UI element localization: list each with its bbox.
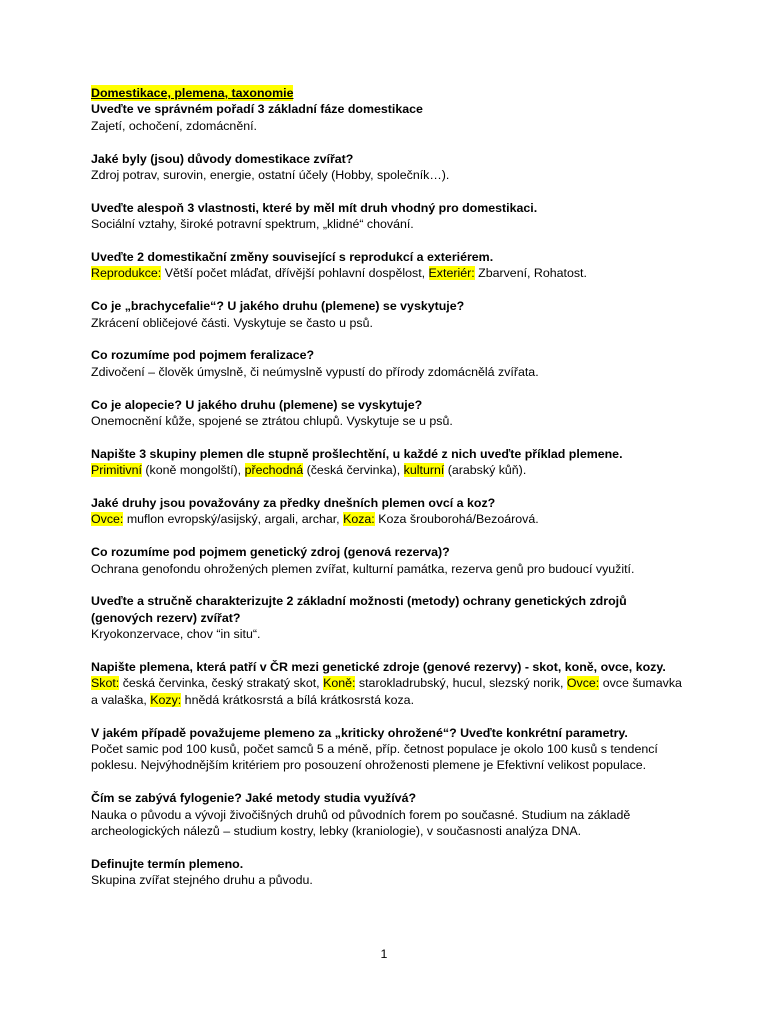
qa-item bbox=[91, 347, 691, 380]
question: Co je alopecie? U jakého druhu (plemene) se vyskytuje? bbox=[91, 397, 423, 412]
page-number: 1 bbox=[380, 947, 388, 961]
answer-text: česká červinka, český strakatý skot, bbox=[119, 676, 324, 691]
qa-list bbox=[91, 101, 691, 888]
question: Uveďte 2 domestikační změny související s reprodukcí a exteriérem. bbox=[91, 250, 494, 265]
question: Napište 3 skupiny plemen dle stupně prošlechtění, u každé z nich uveďte příklad plemene. bbox=[91, 446, 623, 461]
question: Definujte termín plemeno. bbox=[91, 856, 244, 871]
highlighted-term: kulturní bbox=[403, 463, 445, 478]
question: Jaké druhy jsou považovány za předky dnešních plemen ovcí a koz? bbox=[91, 496, 496, 511]
qa-item bbox=[91, 725, 691, 774]
qa-item bbox=[91, 446, 691, 479]
answer: Počet samic pod 100 kusů, počet samců 5 a méně, příp. četnost populace je okolo 100 kusů s tendencí poklesu. Nejvýhodnějším kritériem pro posouzení ohroženosti plemene je Efektivní velikost populace. bbox=[91, 742, 658, 773]
answer-text: Větší počet mláďat, dřívější pohlavní dospělost, bbox=[161, 266, 429, 281]
qa-item bbox=[91, 790, 691, 839]
highlighted-term: přechodná bbox=[244, 463, 304, 478]
highlighted-term: Kozy: bbox=[150, 692, 182, 707]
highlighted-term: Primitivní bbox=[91, 463, 142, 478]
qa-item bbox=[91, 249, 691, 282]
qa-item bbox=[91, 397, 691, 430]
answer: Sociální vztahy, široké potravní spektrum, „klidné“ chování. bbox=[91, 217, 414, 232]
answer: Kryokonzervace, chov “in situ“. bbox=[91, 627, 261, 642]
answer bbox=[91, 462, 691, 478]
qa-item bbox=[91, 495, 691, 528]
answer: Zdivočení – člověk úmyslně, či neúmyslně vypustí do přírody zdomácnělá zvířata. bbox=[91, 364, 539, 379]
answer bbox=[91, 675, 691, 708]
highlighted-term: Reprodukce: bbox=[91, 266, 162, 281]
answer bbox=[91, 511, 691, 527]
answer: Zkrácení obličejové části. Vyskytuje se často u psů. bbox=[91, 315, 373, 330]
question: Jaké byly (jsou) důvody domestikace zvířat? bbox=[91, 151, 354, 166]
document-title: Domestikace, plemena, taxonomie bbox=[91, 86, 294, 100]
answer: Onemocnění kůže, spojené se ztrátou chlupů. Vyskytuje se u psů. bbox=[91, 414, 453, 429]
qa-item bbox=[91, 200, 691, 233]
highlighted-term: Skot: bbox=[91, 676, 120, 691]
qa-item bbox=[91, 659, 691, 708]
answer-text: Koza šrouborohá/Bezoárová. bbox=[374, 512, 539, 527]
question: Uveďte alespoň 3 vlastnosti, které by měl mít druh vhodný pro domestikaci. bbox=[91, 200, 538, 215]
answer: Skupina zvířat stejného druhu a původu. bbox=[91, 873, 313, 888]
answer-text: muflon evropský/asijský, argali, archar, bbox=[123, 512, 344, 527]
answer-text: hnědá krátkosrstá a bílá krátkosrstá koza. bbox=[181, 692, 415, 707]
qa-item bbox=[91, 101, 691, 134]
qa-item bbox=[91, 544, 691, 577]
highlighted-term: Ovce: bbox=[91, 512, 124, 527]
qa-item bbox=[91, 593, 691, 642]
document-page bbox=[91, 85, 691, 905]
qa-item bbox=[91, 298, 691, 331]
question: Uveďte ve správném pořadí 3 základní fáze domestikace bbox=[91, 102, 423, 117]
qa-item bbox=[91, 151, 691, 184]
qa-item bbox=[91, 856, 691, 889]
question: Uveďte a stručně charakterizujte 2 základní možnosti (metody) ochrany genetických zdrojů (genových rezerv) zvířat? bbox=[91, 594, 627, 625]
highlighted-term: Exteriér: bbox=[428, 266, 475, 281]
answer: Ochrana genofondu ohrožených plemen zvířat, kulturní památka, rezerva genů pro budoucí využití. bbox=[91, 561, 635, 576]
answer: Nauka o původu a vývoji živočišných druhů od původních forem po současné. Studium na základě archeologických nálezů – studium kostry, lebky (kraniologie), v současnosti analýza DNA. bbox=[91, 807, 631, 839]
answer-text: (koně mongolští), bbox=[141, 463, 245, 478]
answer-text: (česká červinka), bbox=[303, 463, 404, 478]
question: Co je „brachycefalie“? U jakého druhu (plemene) se vyskytuje? bbox=[91, 299, 465, 314]
highlighted-term: Koně: bbox=[323, 676, 356, 691]
question: Napište plemena, která patří v ČR mezi genetické zdroje (genové rezervy) - skot, koně, ovce, kozy. bbox=[91, 660, 666, 675]
question: Co rozumíme pod pojmem genetický zdroj (genová rezerva)? bbox=[91, 545, 450, 560]
question: Čím se zabývá fylogenie? Jaké metody studia využívá? bbox=[91, 791, 417, 806]
answer bbox=[91, 265, 691, 281]
question: Co rozumíme pod pojmem feralizace? bbox=[91, 348, 315, 363]
answer: Zdroj potrav, surovin, energie, ostatní účely (Hobby, společník…). bbox=[91, 168, 450, 183]
answer-text: ovce šumavka a valaška, bbox=[91, 676, 682, 707]
highlighted-term: Ovce: bbox=[566, 676, 600, 691]
answer: Zajetí, ochočení, zdomácnění. bbox=[91, 118, 257, 133]
answer-text: Zbarvení, Rohatost. bbox=[474, 266, 587, 281]
question: V jakém případě považujeme plemeno za „kriticky ohrožené“? Uveďte konkrétní parametry. bbox=[91, 725, 628, 740]
answer-text: starokladrubský, hucul, slezský norik, bbox=[355, 676, 567, 691]
answer-text: (arabský kůň). bbox=[444, 463, 527, 478]
highlighted-term: Koza: bbox=[343, 512, 375, 527]
